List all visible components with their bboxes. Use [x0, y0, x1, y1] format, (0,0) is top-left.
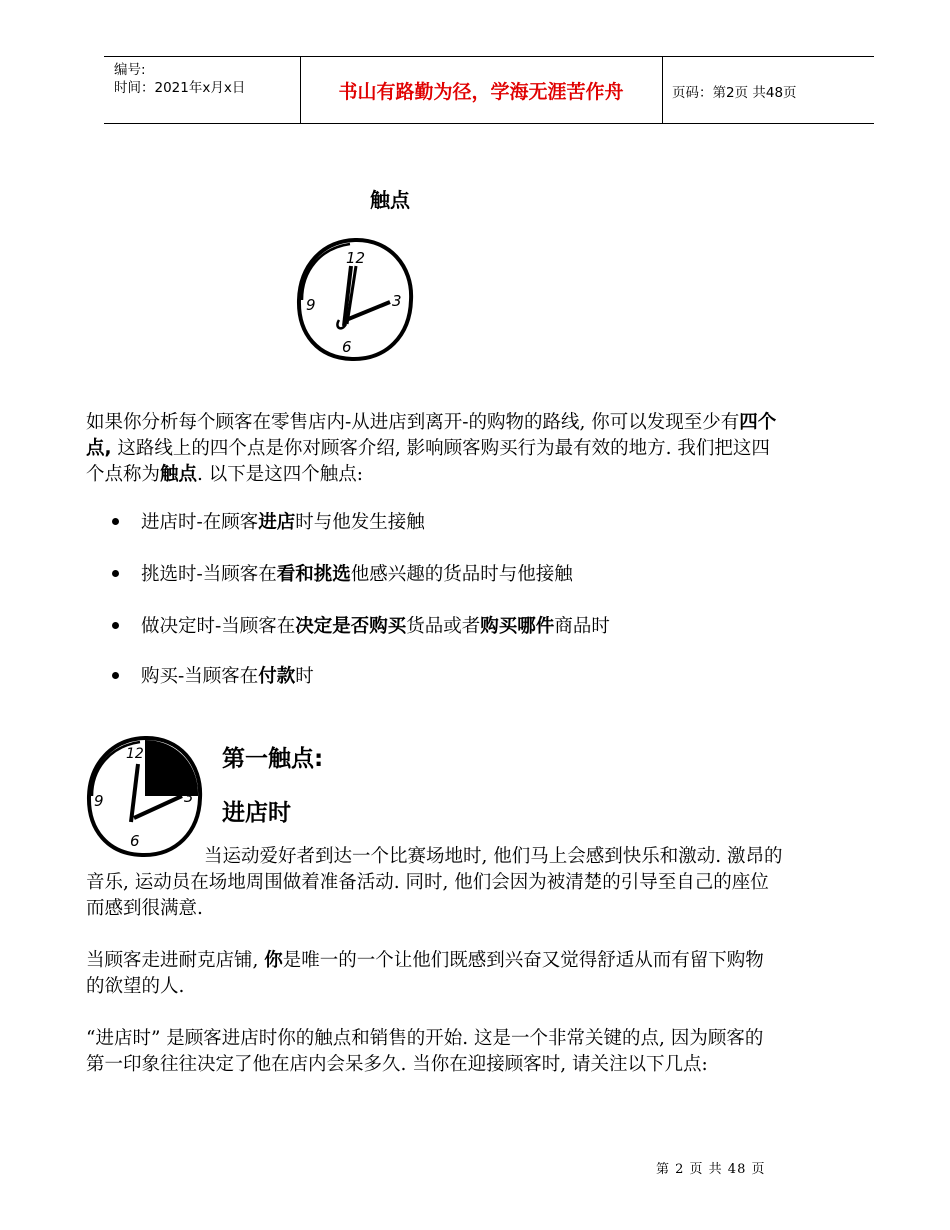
- bullet-icon: [112, 570, 119, 577]
- paragraph-line: 当运动爱好者到达一个比赛场地时, 他们马上会感到快乐和激动. 激昂的: [204, 846, 783, 867]
- intro-text: 如果你分析每个顾客在零售店内-从进店到离开-的购物的路线, 你可以发现至少有: [86, 412, 740, 433]
- bullet-text: 时与他发生接触: [295, 512, 425, 533]
- clock-number-3: 3: [184, 788, 194, 806]
- paragraph-bold: 你: [264, 950, 283, 971]
- bullet-text: 做决定时-当顾客在: [141, 616, 296, 637]
- paragraph-text: 是唯一的一个让他们既感到兴奋又觉得舒适从而有留下购物: [282, 950, 764, 971]
- header-motto: 书山有路勤为径，学海无涯苦作舟: [338, 80, 624, 103]
- list-item: [112, 614, 610, 640]
- page-footer: 第 2 页 共 48 页: [656, 1162, 766, 1177]
- list-item: [112, 664, 314, 690]
- bullet-text: 购买-当顾客在: [141, 666, 259, 687]
- bullet-text: 商品时: [554, 616, 610, 637]
- list-item: [112, 510, 425, 536]
- section-subheading: 进店时: [222, 800, 291, 826]
- intro-bold: 点,: [86, 438, 112, 459]
- body-paragraph: [86, 1026, 896, 1078]
- number-label: 编号:: [114, 62, 146, 78]
- paragraph-line: 音乐, 运动员在场地周围做着准备活动. 同时, 他们会因为被清楚的引导至自己的座位: [86, 872, 769, 893]
- bullet-bold: 看和挑选: [276, 564, 351, 585]
- bullet-icon: [112, 622, 119, 629]
- clock-quadrant-icon: [84, 734, 206, 860]
- paragraph-line: “进店时” 是顾客进店时你的触点和销售的开始. 这是一个非常关键的点, 因为顾客的: [86, 1028, 764, 1049]
- clock-number-6: 6: [130, 832, 140, 850]
- bullet-icon: [112, 518, 119, 525]
- bullet-text: 他感兴趣的货品时与他接触: [350, 564, 573, 585]
- paragraph-line: 第一印象往往决定了他在店内会呆多久. 当你在迎接顾客时, 请关注以下几点:: [86, 1054, 708, 1075]
- clock-number-3: 3: [392, 292, 402, 310]
- clock-number-9: 9: [306, 296, 316, 314]
- bullet-bold: 购买哪件: [480, 616, 555, 637]
- body-paragraph: [86, 844, 896, 922]
- bullet-text: 挑选时-当顾客在: [141, 564, 277, 585]
- intro-bold: 四个: [739, 412, 777, 433]
- time-label: 时间：2021年x月x日: [114, 80, 246, 96]
- bullet-icon: [112, 672, 119, 679]
- intro-text: . 以下是这四个触点:: [197, 464, 364, 485]
- paragraph-line: 的欲望的人.: [86, 976, 185, 997]
- page-title: 触点: [370, 188, 410, 212]
- list-item: [112, 562, 573, 588]
- intro-text: 这路线上的四个点是你对顾客介绍, 影响顾客购买行为最有效的地方. 我们把这四: [111, 438, 770, 459]
- intro-text: 个点称为: [86, 464, 161, 485]
- clock-number-6: 6: [342, 338, 352, 356]
- clock-illustration: [294, 236, 416, 364]
- bullet-text: 时: [295, 666, 314, 687]
- intro-paragraph: [86, 410, 896, 488]
- clock-number-12: 12: [346, 249, 366, 267]
- paragraph-line: 而感到很满意.: [86, 898, 203, 919]
- bullet-bold: 进店: [258, 512, 296, 533]
- paragraph-text: 当顾客走进耐克店铺,: [86, 950, 265, 971]
- clock-number-12: 12: [126, 746, 144, 762]
- intro-bold: 触点: [160, 464, 198, 485]
- header-divider: [662, 57, 663, 123]
- body-paragraph: [86, 948, 896, 1000]
- header-meta: [114, 61, 245, 97]
- bullet-bold: 付款: [258, 666, 296, 687]
- page-header: [104, 56, 874, 124]
- bullet-text: 进店时-在顾客: [141, 512, 259, 533]
- bullet-bold: 决定是否购买: [295, 616, 407, 637]
- section-heading: 第一触点:: [222, 746, 324, 772]
- header-page-info: 页码：第2页 共48页: [672, 85, 797, 101]
- clock-number-9: 9: [94, 792, 104, 810]
- bullet-text: 货品或者: [406, 616, 481, 637]
